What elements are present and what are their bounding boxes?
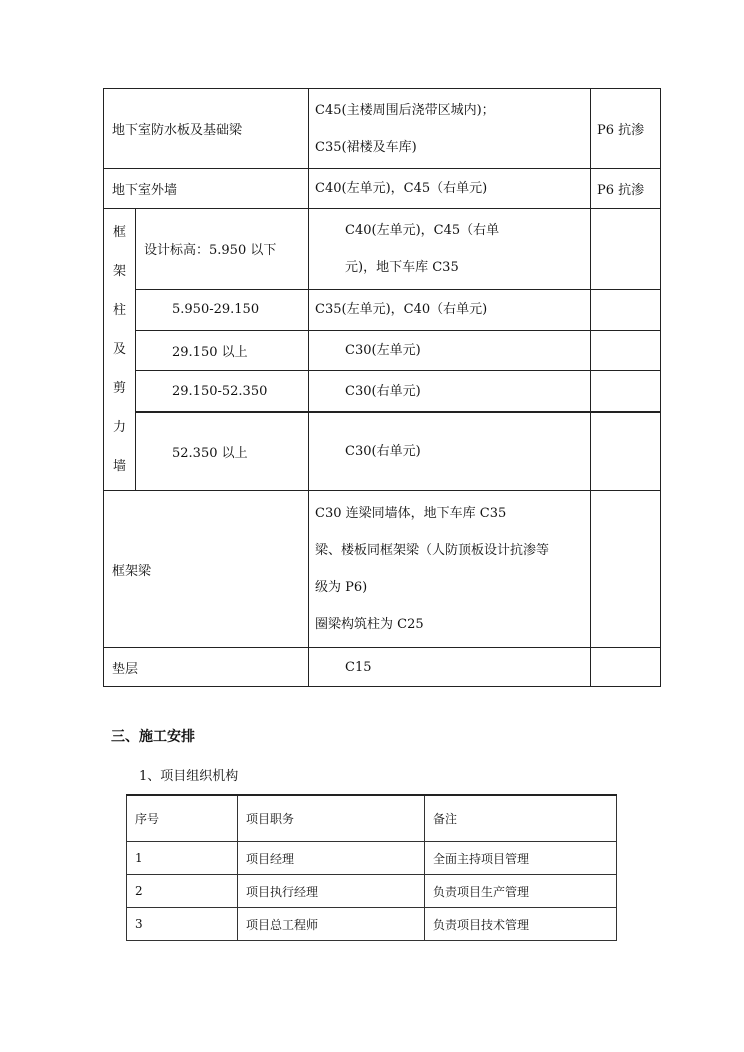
table-cell: 项目总工程师: [238, 908, 425, 941]
table-row: [104, 169, 661, 209]
value-line: C30 连梁同墙体，地下车库 C35: [315, 506, 507, 521]
table-row: [104, 648, 661, 687]
row-value: C30(右单元): [309, 371, 591, 412]
table-row: [104, 371, 661, 412]
table-row: [104, 491, 661, 648]
height-label: 29.150-52.350: [136, 371, 309, 412]
height-label: 29.150 以上: [136, 330, 309, 370]
table-row: [127, 842, 617, 875]
row-remark: [591, 330, 661, 370]
table-row: [104, 412, 661, 491]
vertical-char: 力: [112, 420, 126, 435]
project-organization-table: [126, 794, 617, 941]
row-value: C30(左单元): [309, 330, 591, 370]
value-line: C40(左单元)，C45（右单: [345, 222, 500, 238]
column-header: 序号: [127, 795, 238, 842]
row-remark: [591, 209, 661, 290]
row-remark: [591, 289, 661, 330]
row-remark: [591, 371, 661, 412]
height-label: 设计标高：5.950 以下: [136, 209, 309, 290]
height-label: 52.350 以上: [136, 412, 309, 491]
value-line: C45(主楼周围后浇带区城内)；: [315, 102, 495, 118]
row-value: [309, 89, 591, 169]
table-row: [104, 209, 661, 290]
column-header: 项目职务: [238, 795, 425, 842]
subsection-title: 1、项目组织机构: [139, 769, 239, 784]
row-remark: P6 抗渗: [591, 169, 661, 209]
table-cell: 全面主持项目管理: [425, 842, 617, 875]
vertical-char: 柱: [112, 303, 126, 318]
vertical-char: 架: [112, 264, 126, 279]
row-value: C15: [309, 648, 591, 687]
column-header: 备注: [425, 795, 617, 842]
row-remark: [591, 412, 661, 491]
row-label: 地下室外墙: [104, 169, 309, 209]
row-value: [309, 209, 591, 290]
row-value: C30(右单元): [309, 412, 591, 491]
value-line: 梁、楼板同框架梁（人防顶板设计抗渗等: [315, 543, 550, 558]
table-row: [104, 330, 661, 370]
table-header-row: [127, 795, 617, 842]
row-value: [309, 491, 591, 648]
vertical-char: 剪: [112, 381, 126, 396]
table-cell: 项目执行经理: [238, 875, 425, 908]
table-row: [127, 875, 617, 908]
column-group-label: [104, 209, 136, 491]
value-line: 圈梁构筑柱为 C25: [315, 617, 424, 632]
row-label: 地下室防水板及基础梁: [104, 89, 309, 169]
row-remark: P6 抗渗: [591, 89, 661, 169]
table-cell: 项目经理: [238, 842, 425, 875]
vertical-char: 及: [112, 342, 126, 357]
row-remark: [591, 491, 661, 648]
row-label: 垫层: [104, 648, 309, 687]
row-label: 框架梁: [104, 491, 309, 648]
section-title: 三、施工安排: [111, 729, 195, 745]
value-line: 级为 P6): [315, 580, 368, 595]
value-line: C35(裙楼及车库): [315, 139, 417, 155]
row-value: C40(左单元)，C45（右单元): [309, 169, 591, 209]
table-cell: 3: [127, 908, 238, 941]
row-remark: [591, 648, 661, 687]
height-label: 5.950-29.150: [136, 289, 309, 330]
row-value: C35(左单元)，C40（右单元): [309, 289, 591, 330]
concrete-grade-table: [103, 88, 661, 687]
table-row: [127, 908, 617, 941]
table-cell: 1: [127, 842, 238, 875]
table-row: [104, 89, 661, 169]
vertical-char: 框: [112, 225, 126, 240]
table-cell: 2: [127, 875, 238, 908]
table-cell: 负责项目技术管理: [425, 908, 617, 941]
table-cell: 负责项目生产管理: [425, 875, 617, 908]
vertical-char: 墙: [112, 459, 126, 474]
table-row: [104, 289, 661, 330]
value-line: 元)，地下车库 C35: [345, 259, 459, 275]
